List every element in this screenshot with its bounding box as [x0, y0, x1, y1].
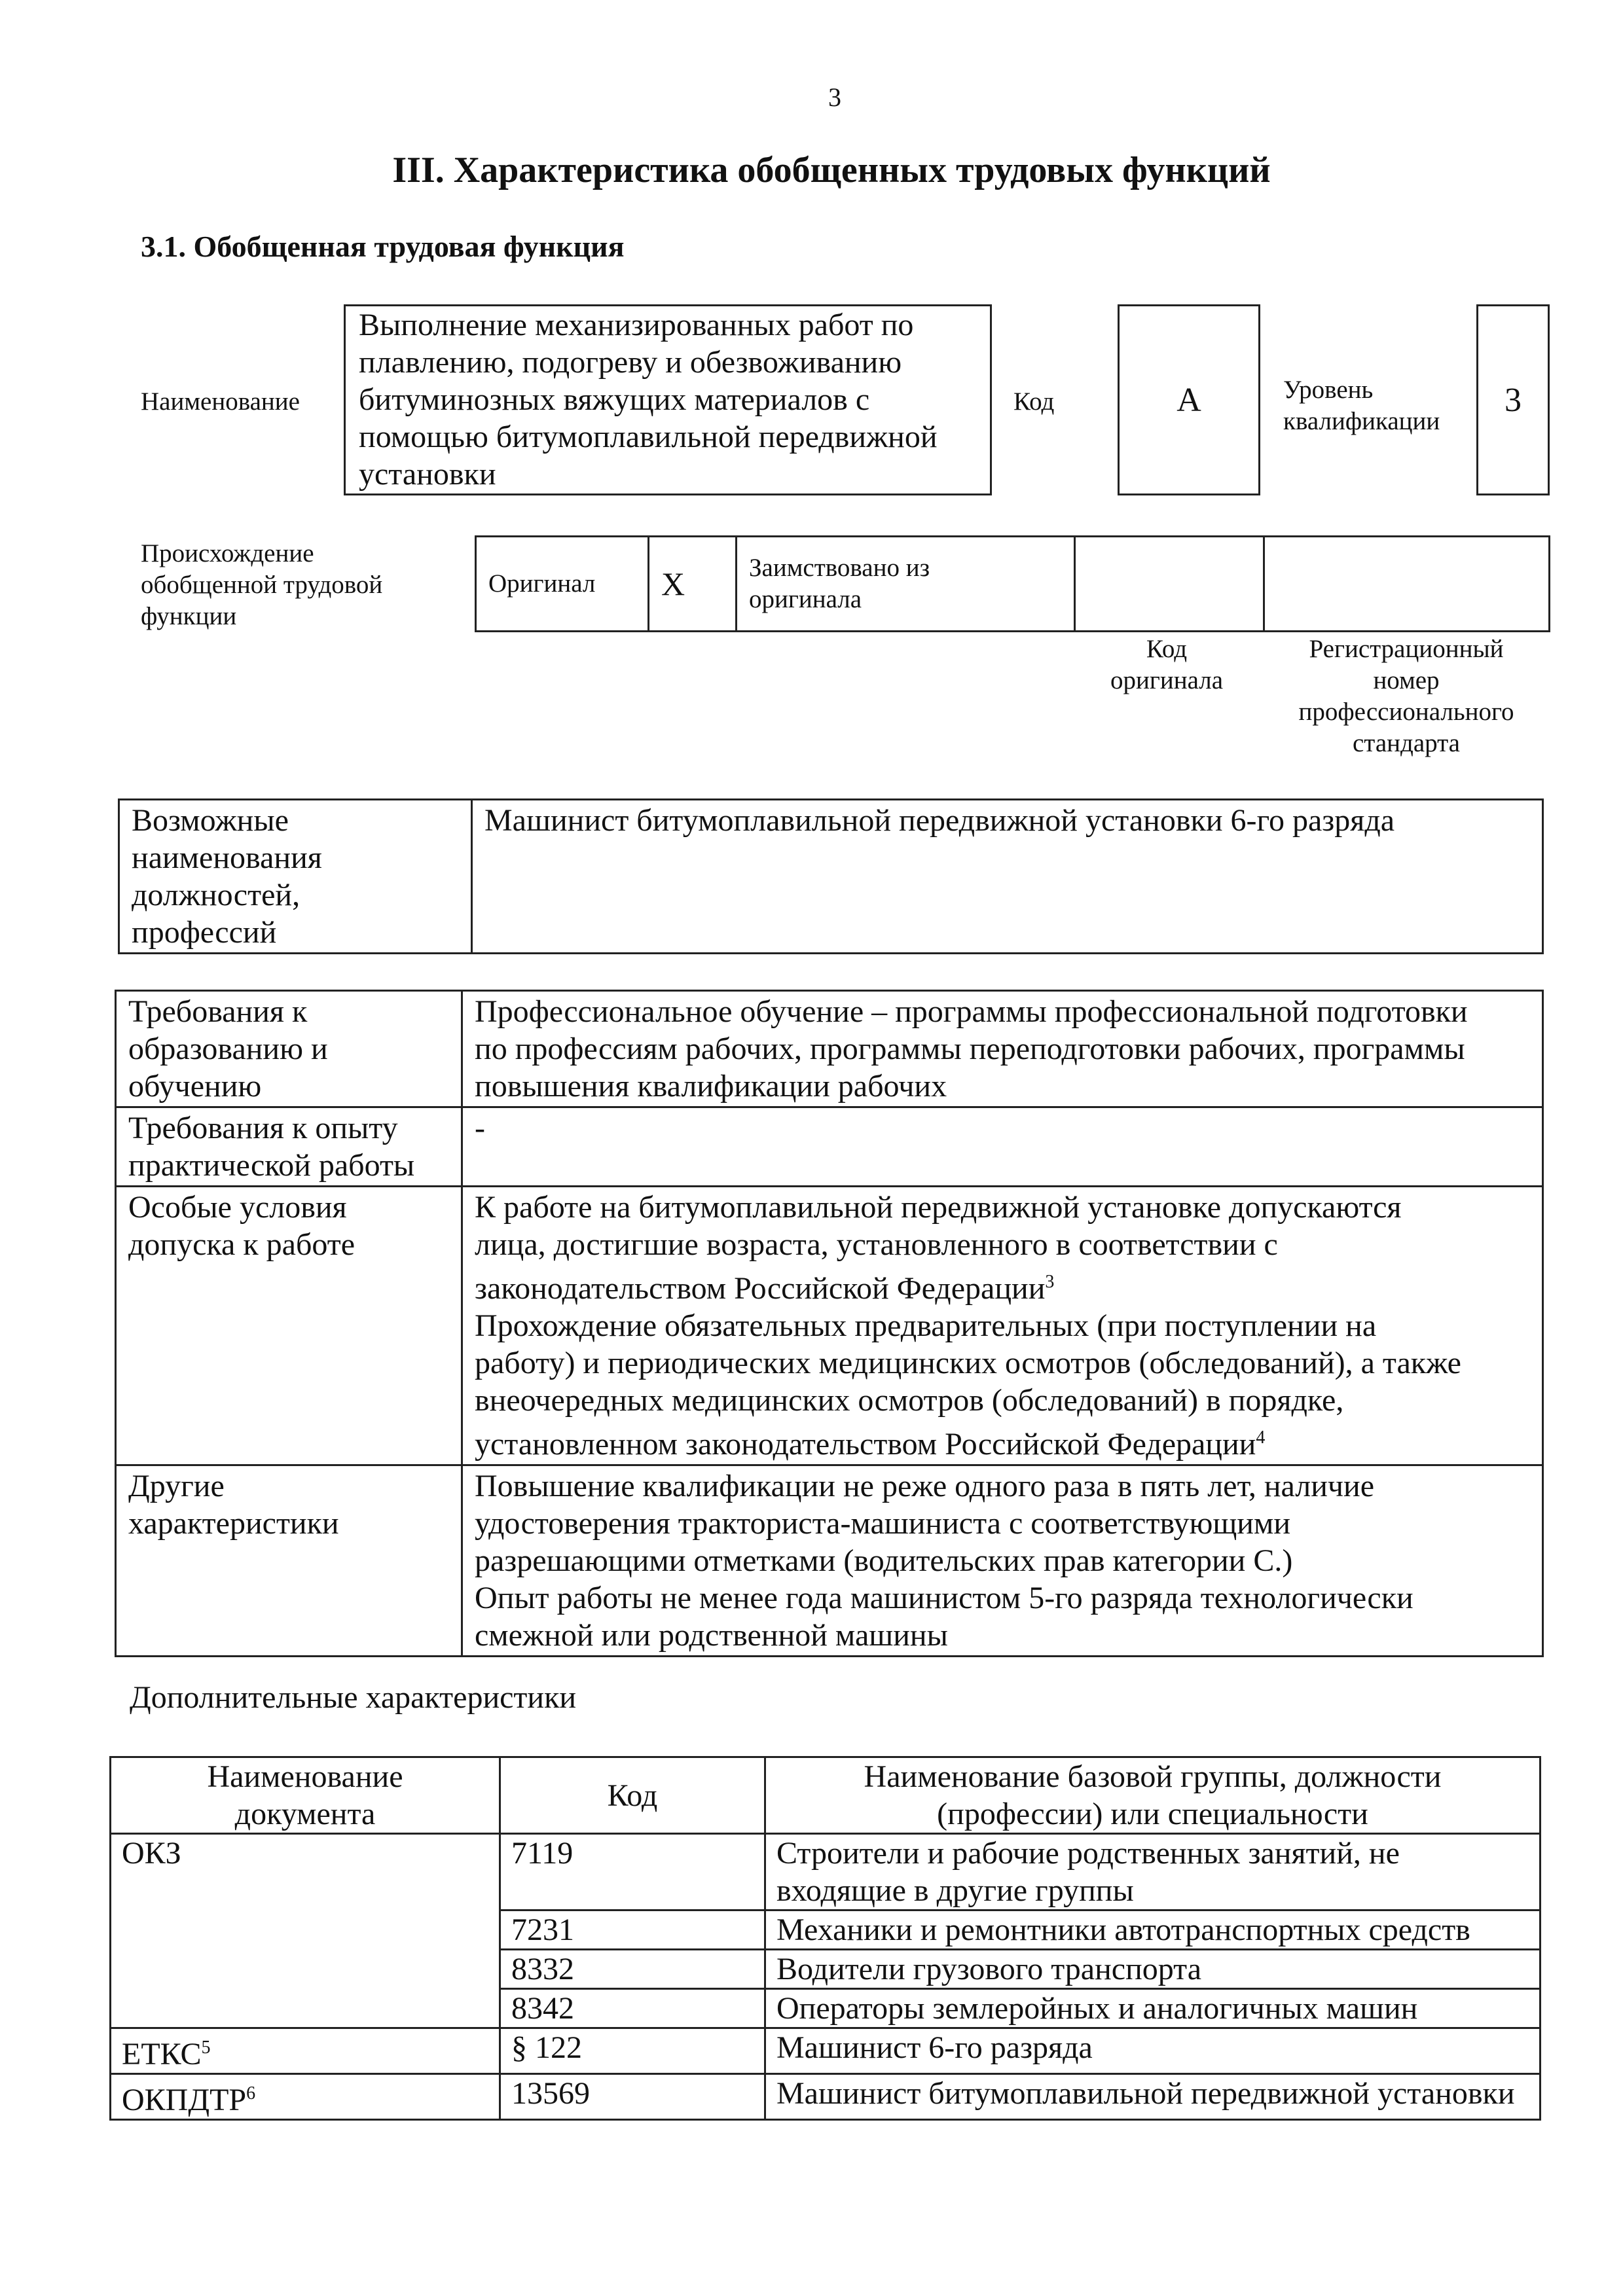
caption-line: профессионального: [1298, 698, 1514, 726]
positions-label-line: должностей,: [132, 878, 301, 912]
row-name: [765, 1834, 1541, 1910]
value-line: работу) и периодических медицинских осмотров (обследований), а также: [475, 1346, 1461, 1380]
label-line: практической работы: [128, 1148, 415, 1183]
header-line: документа: [234, 1797, 376, 1831]
origin-table: [475, 535, 1550, 632]
value-line: Опыт работы не менее года машинистом 5-го разряда технологически: [475, 1581, 1413, 1615]
header-doc: [111, 1757, 500, 1834]
label-line: обучению: [128, 1069, 262, 1103]
positions-label: [119, 800, 472, 954]
value-text: законодательством Российской Федерации: [475, 1271, 1046, 1306]
admission-label: [116, 1187, 462, 1465]
row-name: Операторы землеройных и аналогичных машин: [765, 1989, 1541, 2028]
row-code: 7119: [500, 1834, 765, 1910]
value-line: Прохождение обязательных предварительных (при поступлении на: [475, 1308, 1377, 1343]
doc-text: ОКПДТР: [122, 2083, 247, 2117]
name-label: Наименование: [141, 387, 300, 416]
education-label: [116, 991, 462, 1107]
doc-text: ЕТКС: [122, 2037, 202, 2072]
row-name: Машинист 6-го разряда: [765, 2028, 1541, 2074]
row-name: Машинист битумоплавильной передвижной установки: [765, 2074, 1541, 2120]
value-line: лица, достигшие возраста, установленного в соответствии с: [475, 1227, 1278, 1262]
origin-code-cell: [1075, 537, 1264, 632]
value-line: Повышение квалификации не реже одного раза в пять лет, наличие: [475, 1469, 1375, 1503]
reg-number-caption: [1269, 634, 1544, 759]
caption-line: номер: [1373, 666, 1440, 694]
footnote-ref: 4: [1256, 1427, 1266, 1448]
origin-label-line: функции: [141, 602, 237, 630]
section-title: III. Характеристика обобщенных трудовых функций: [392, 150, 1271, 190]
value-line: повышения квалификации рабочих: [475, 1069, 947, 1103]
function-name-line: Выполнение механизированных работ по: [359, 308, 914, 342]
positions-value: Машинист битумоплавильной передвижной установки 6-го разряда: [472, 800, 1543, 954]
header-code: Код: [500, 1757, 765, 1834]
label-line: Требования к опыту: [128, 1111, 398, 1145]
caption-line: стандарта: [1353, 729, 1460, 757]
value-line: [475, 1263, 1530, 1307]
row-code: § 122: [500, 2028, 765, 2074]
origin-label-line: Происхождение: [141, 539, 314, 567]
code-label: Код: [1013, 387, 1055, 416]
value-line: разрешающими отметками (водительских прав категории С.): [475, 1543, 1293, 1578]
value-line: внеочередных медицинских осмотров (обследований) в порядке,: [475, 1383, 1344, 1418]
admission-value: [462, 1187, 1543, 1465]
function-name-line: помощью битумоплавильной передвижной: [359, 420, 938, 454]
function-name-box: [344, 304, 992, 495]
function-name-line: битуминозных вяжущих материалов с: [359, 382, 870, 417]
footnote-ref: 3: [1045, 1272, 1055, 1292]
row-code: 7231: [500, 1910, 765, 1950]
label-line: Требования к: [128, 994, 308, 1029]
original-cell: Оригинал: [476, 537, 649, 632]
requirements-table: [115, 990, 1544, 1657]
label-line: допуска к работе: [128, 1227, 356, 1262]
borrowed-line: Заимствовано из: [749, 554, 930, 582]
experience-value: -: [462, 1107, 1543, 1187]
experience-label: [116, 1107, 462, 1187]
additional-title: Дополнительные характеристики: [130, 1680, 577, 1715]
value-line: Профессиональное обучение – программы профессиональной подготовки: [475, 994, 1468, 1029]
label-line: Другие: [128, 1469, 225, 1503]
caption-line: оригинала: [1110, 666, 1224, 694]
value-line: по профессиям рабочих, программы переподготовки рабочих, программы: [475, 1031, 1465, 1066]
code-original-caption: [1082, 634, 1252, 696]
original-mark: Х: [649, 537, 737, 632]
origin-label-line: обобщенной трудовой: [141, 571, 383, 599]
function-name-line: установки: [359, 457, 496, 492]
caption-line: Регистрационный: [1309, 635, 1504, 663]
row-code: 8342: [500, 1989, 765, 2028]
row-doc: [111, 2028, 500, 2074]
label-line: характеристики: [128, 1506, 339, 1541]
value-line: К работе на битумоплавильной передвижной установке допускаются: [475, 1190, 1402, 1225]
row-name: Механики и ремонтники автотранспортных средств: [765, 1910, 1541, 1950]
value-line: удостоверения тракториста-машиниста с соответствующими: [475, 1506, 1291, 1541]
function-name-line: плавлению, подогреву и обезвоживанию: [359, 345, 902, 380]
education-value: [462, 991, 1543, 1107]
header-line: Наименование: [207, 1759, 403, 1794]
positions-label-line: профессий: [132, 915, 277, 950]
subsection-title: 3.1. Обобщенная трудовая функция: [141, 230, 625, 263]
value-line: [475, 1419, 1530, 1463]
row-doc: ОКЗ: [111, 1834, 500, 2028]
level-label: [1283, 374, 1440, 437]
row-code: 8332: [500, 1950, 765, 1989]
positions-label-line: наименования: [132, 840, 322, 875]
additional-table: [109, 1756, 1541, 2121]
label-line: образованию и: [128, 1031, 328, 1066]
level-label-line: Уровень: [1283, 376, 1374, 404]
positions-label-line: Возможные: [132, 803, 289, 838]
row-name-line: входящие в другие группы: [776, 1873, 1134, 1908]
origin-reg-cell: [1264, 537, 1550, 632]
other-label: [116, 1465, 462, 1657]
row-code: 13569: [500, 2074, 765, 2120]
level-value: 3: [1476, 304, 1550, 495]
other-value: [462, 1465, 1543, 1657]
value-line: смежной или родственной машины: [475, 1618, 948, 1653]
label-line: Особые условия: [128, 1190, 347, 1225]
row-name-line: Строители и рабочие родственных занятий, не: [776, 1836, 1400, 1871]
footnote-ref: 5: [201, 2037, 211, 2058]
header-line: Наименование базовой группы, должности: [864, 1759, 1442, 1794]
borrowed-line: оригинала: [749, 585, 862, 613]
origin-label: [141, 538, 382, 632]
header-name: [765, 1757, 1541, 1834]
code-value: А: [1118, 304, 1260, 495]
value-text: установленном законодательством Российской Федерации: [475, 1427, 1256, 1462]
caption-line: Код: [1146, 635, 1188, 663]
page-number: 3: [828, 82, 841, 112]
level-label-line: квалификации: [1283, 407, 1440, 435]
row-doc: [111, 2074, 500, 2120]
footnote-ref: 6: [246, 2083, 256, 2104]
row-name: Водители грузового транспорта: [765, 1950, 1541, 1989]
borrowed-cell: [737, 537, 1075, 632]
positions-table: [118, 798, 1544, 954]
header-line: (профессии) или специальности: [937, 1797, 1368, 1831]
